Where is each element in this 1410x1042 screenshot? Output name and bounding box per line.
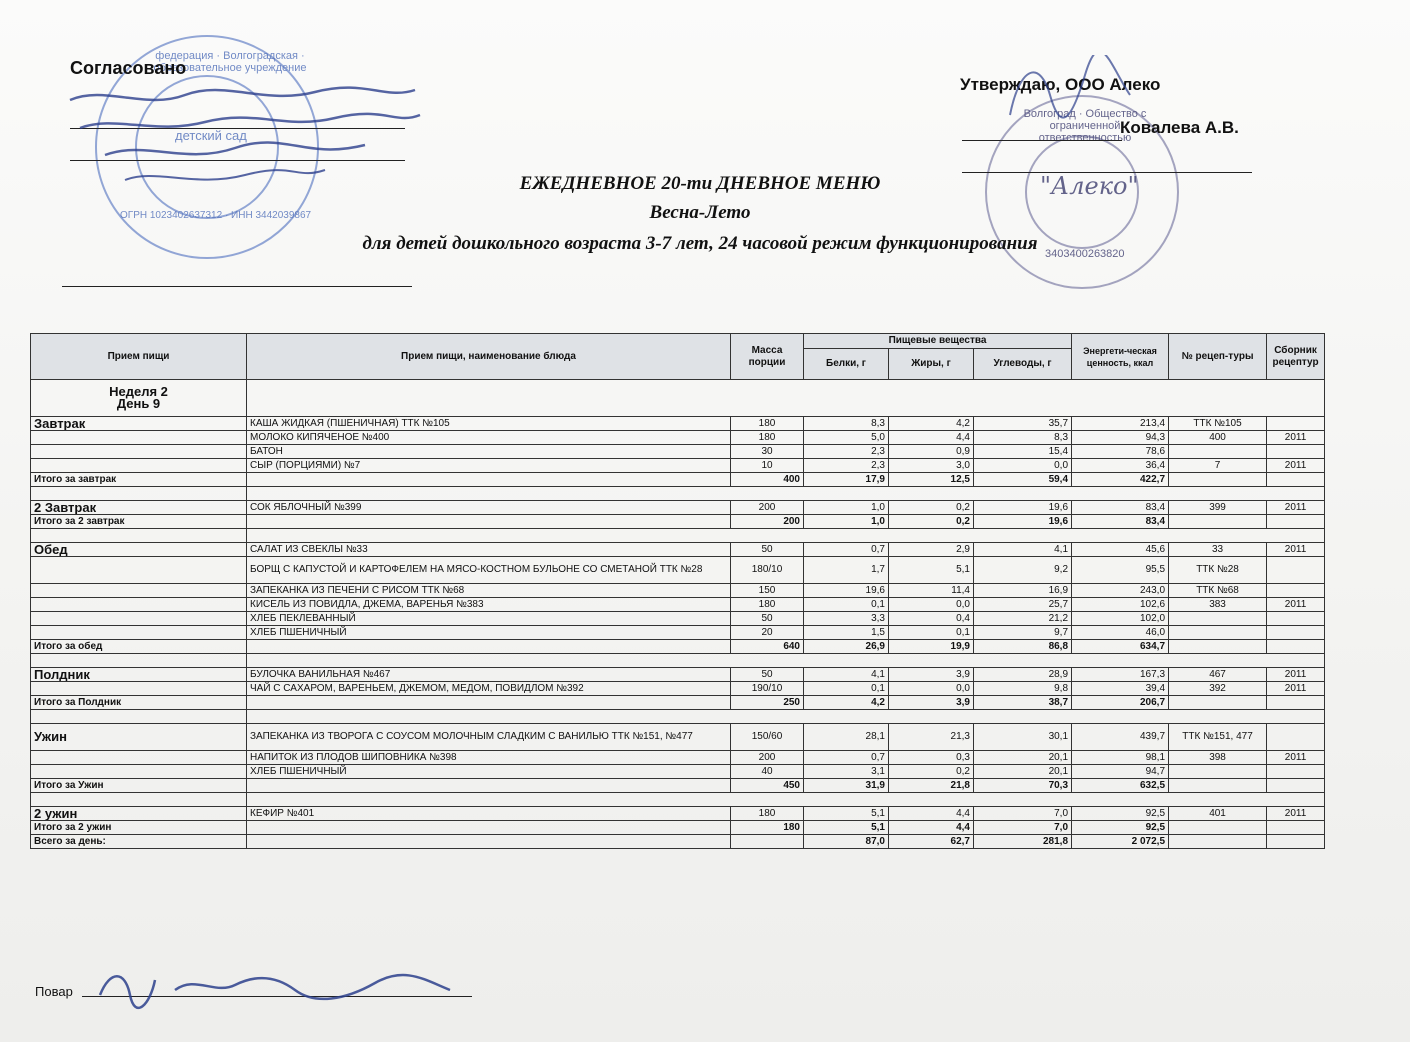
total-carbs: 59,4: [974, 473, 1072, 487]
total-recipe-blank: [1169, 696, 1267, 710]
table-row: [31, 445, 1325, 459]
table-row: [31, 807, 1325, 821]
season-title: Весна-Лето: [649, 202, 751, 223]
dish-name: СЫР (ПОРЦИЯМИ) №7: [247, 459, 731, 473]
header-meal: Прием пищи: [31, 334, 247, 380]
total-carbs: 7,0: [974, 821, 1072, 835]
table-row: [31, 557, 1325, 584]
dish-name: ХЛЕБ ПШЕНИЧНЫЙ: [247, 626, 731, 640]
meal-name: [31, 598, 247, 612]
approver-name: Ковалева А.В.: [1120, 118, 1239, 137]
energy-value: 83,4: [1072, 501, 1169, 515]
total-label: Итого за обед: [31, 640, 247, 654]
dish-name: ХЛЕБ ПЕКЛЕВАННЫЙ: [247, 612, 731, 626]
carbs-value: 7,0: [974, 807, 1072, 821]
total-dish-blank: [247, 473, 731, 487]
dish-name: ЗАПЕКАНКА ИЗ ТВОРОГА С СОУСОМ МОЛОЧНЫМ СЛАДКИМ С ВАНИЛЬЮ ТТК №151, №477: [247, 724, 731, 751]
header-mass: Масса порции: [731, 334, 804, 380]
protein-value: 19,6: [804, 584, 889, 598]
carbs-value: 19,6: [974, 501, 1072, 515]
recipe-number: 401: [1169, 807, 1267, 821]
carbs-value: 20,1: [974, 765, 1072, 779]
spacer-meal-cell: [31, 793, 247, 807]
energy-value: 94,3: [1072, 431, 1169, 445]
spacer-row: [31, 710, 1325, 724]
right-stamp-ring: Волгоград · Общество с ограниченной ответственностью: [1023, 108, 1147, 144]
right-stamp-bottom: 3403400263820: [1045, 248, 1125, 260]
recipe-book: [1267, 612, 1325, 626]
recipe-book: [1267, 445, 1325, 459]
total-energy: 2 072,5: [1072, 835, 1169, 849]
total-recipe-blank: [1169, 515, 1267, 529]
total-mass: 250: [731, 696, 804, 710]
total-protein: 1,0: [804, 515, 889, 529]
header-recipe: № рецеп-туры: [1169, 334, 1267, 380]
portion-mass: 200: [731, 501, 804, 515]
table-row: [31, 417, 1325, 431]
meal-name: [31, 445, 247, 459]
header-energy: Энергети-ческая ценность, ккал: [1072, 334, 1169, 380]
total-carbs: 281,8: [974, 835, 1072, 849]
recipe-number: 467: [1169, 668, 1267, 682]
fat-value: 0,0: [889, 598, 974, 612]
total-mass: 200: [731, 515, 804, 529]
recipe-book: 2011: [1267, 501, 1325, 515]
table-row: [31, 543, 1325, 557]
portion-mass: 30: [731, 445, 804, 459]
total-book-blank: [1267, 515, 1325, 529]
dish-name: ЧАЙ С САХАРОМ, ВАРЕНЬЕМ, ДЖЕМОМ, МЕДОМ, ПОВИДЛОМ №392: [247, 682, 731, 696]
total-energy: 83,4: [1072, 515, 1169, 529]
total-recipe-blank: [1169, 779, 1267, 793]
carbs-value: 21,2: [974, 612, 1072, 626]
energy-value: 102,0: [1072, 612, 1169, 626]
carbs-value: 15,4: [974, 445, 1072, 459]
recipe-book: [1267, 584, 1325, 598]
meal-name: [31, 431, 247, 445]
spacer-cell: [247, 710, 1325, 724]
audience-title: для детей дошкольного возраста 3-7 лет, 24 часовой режим функционирования: [362, 233, 1038, 254]
total-recipe-blank: [1169, 821, 1267, 835]
recipe-number: ТТК №28: [1169, 557, 1267, 584]
right-handwriting-signature: [1000, 55, 1140, 135]
spacer-meal-cell: [31, 710, 247, 724]
total-fat: 3,9: [889, 696, 974, 710]
recipe-book: [1267, 626, 1325, 640]
carbs-value: 16,9: [974, 584, 1072, 598]
left-stamp-center: детский сад: [175, 128, 247, 143]
portion-mass: 50: [731, 668, 804, 682]
meal-name: [31, 584, 247, 598]
total-carbs: 38,7: [974, 696, 1072, 710]
recipe-book: 2011: [1267, 598, 1325, 612]
total-carbs: 19,6: [974, 515, 1072, 529]
carbs-value: 9,8: [974, 682, 1072, 696]
total-carbs: 70,3: [974, 779, 1072, 793]
fat-value: 0,2: [889, 501, 974, 515]
total-dish-blank: [247, 835, 731, 849]
carbs-value: 0,0: [974, 459, 1072, 473]
energy-value: 39,4: [1072, 682, 1169, 696]
total-protein: 17,9: [804, 473, 889, 487]
meal-name: [31, 626, 247, 640]
portion-mass: 180: [731, 598, 804, 612]
total-row: [31, 473, 1325, 487]
total-dish-blank: [247, 515, 731, 529]
total-dish-blank: [247, 821, 731, 835]
recipe-book: 2011: [1267, 543, 1325, 557]
protein-value: 1,7: [804, 557, 889, 584]
energy-value: 46,0: [1072, 626, 1169, 640]
fat-value: 4,2: [889, 417, 974, 431]
carbs-value: 8,3: [974, 431, 1072, 445]
fat-value: 5,1: [889, 557, 974, 584]
total-energy: 634,7: [1072, 640, 1169, 654]
total-row: [31, 696, 1325, 710]
header-dish: Прием пищи, наименование блюда: [247, 334, 731, 380]
portion-mass: 180/10: [731, 557, 804, 584]
total-book-blank: [1267, 696, 1325, 710]
protein-value: 0,7: [804, 543, 889, 557]
dish-name: КЕФИР №401: [247, 807, 731, 821]
recipe-number: 398: [1169, 751, 1267, 765]
meal-name: [31, 751, 247, 765]
protein-value: 2,3: [804, 445, 889, 459]
recipe-book: 2011: [1267, 431, 1325, 445]
fat-value: 3,0: [889, 459, 974, 473]
header-nutrients: Пищевые вещества: [804, 334, 1072, 349]
carbs-value: 9,2: [974, 557, 1072, 584]
total-row: [31, 515, 1325, 529]
total-label: Всего за день:: [31, 835, 247, 849]
protein-value: 3,1: [804, 765, 889, 779]
fat-value: 0,9: [889, 445, 974, 459]
protein-value: 1,0: [804, 501, 889, 515]
total-protein: 26,9: [804, 640, 889, 654]
approve-label: Утверждаю, ООО Алеко: [960, 75, 1161, 94]
fat-value: 0,4: [889, 612, 974, 626]
recipe-book: 2011: [1267, 668, 1325, 682]
agreed-label: Согласовано: [70, 58, 187, 78]
total-fat: 62,7: [889, 835, 974, 849]
fat-value: 3,9: [889, 668, 974, 682]
total-book-blank: [1267, 779, 1325, 793]
total-book-blank: [1267, 835, 1325, 849]
header-protein: Белки, г: [804, 349, 889, 380]
total-row: [31, 779, 1325, 793]
protein-value: 0,1: [804, 598, 889, 612]
protein-value: 2,3: [804, 459, 889, 473]
dish-name: КИСЕЛЬ ИЗ ПОВИДЛА, ДЖЕМА, ВАРЕНЬЯ №383: [247, 598, 731, 612]
protein-value: 1,5: [804, 626, 889, 640]
recipe-book: 2011: [1267, 682, 1325, 696]
carbs-value: 4,1: [974, 543, 1072, 557]
total-label: Итого за 2 завтрак: [31, 515, 247, 529]
dish-name: КАША ЖИДКАЯ (ПШЕНИЧНАЯ) ТТК №105: [247, 417, 731, 431]
table-row: [31, 459, 1325, 473]
table-row: [31, 612, 1325, 626]
portion-mass: 50: [731, 543, 804, 557]
total-energy: 632,5: [1072, 779, 1169, 793]
total-energy: 206,7: [1072, 696, 1169, 710]
total-mass: 450: [731, 779, 804, 793]
sign-line-3: [62, 286, 412, 287]
recipe-book: 2011: [1267, 807, 1325, 821]
fat-value: 0,1: [889, 626, 974, 640]
recipe-book: [1267, 557, 1325, 584]
dish-name: НАПИТОК ИЗ ПЛОДОВ ШИПОВНИКА №398: [247, 751, 731, 765]
recipe-number: [1169, 765, 1267, 779]
total-fat: 19,9: [889, 640, 974, 654]
dish-name: ХЛЕБ ПШЕНИЧНЫЙ: [247, 765, 731, 779]
total-label: Итого за завтрак: [31, 473, 247, 487]
carbs-value: 20,1: [974, 751, 1072, 765]
portion-mass: 10: [731, 459, 804, 473]
fat-value: 0,2: [889, 765, 974, 779]
total-recipe-blank: [1169, 835, 1267, 849]
energy-value: 78,6: [1072, 445, 1169, 459]
approve-line: [962, 140, 1122, 141]
energy-value: 167,3: [1072, 668, 1169, 682]
portion-mass: 180: [731, 417, 804, 431]
spacer-meal-cell: [31, 654, 247, 668]
meal-name: [31, 765, 247, 779]
protein-value: 0,1: [804, 682, 889, 696]
meal-name: Обед: [31, 543, 247, 557]
recipe-book: [1267, 417, 1325, 431]
energy-value: 439,7: [1072, 724, 1169, 751]
fat-value: 4,4: [889, 807, 974, 821]
spacer-cell: [247, 654, 1325, 668]
week-day-cell: [31, 380, 247, 417]
table-row: [31, 765, 1325, 779]
spacer-row: [31, 487, 1325, 501]
total-protein: 5,1: [804, 821, 889, 835]
total-mass: 400: [731, 473, 804, 487]
dish-name: БУЛОЧКА ВАНИЛЬНАЯ №467: [247, 668, 731, 682]
recipe-number: ТТК №68: [1169, 584, 1267, 598]
recipe-book: [1267, 765, 1325, 779]
recipe-number: 383: [1169, 598, 1267, 612]
carbs-value: 35,7: [974, 417, 1072, 431]
total-energy: 422,7: [1072, 473, 1169, 487]
total-recipe-blank: [1169, 473, 1267, 487]
header-carbs: Углеводы, г: [974, 349, 1072, 380]
protein-value: 5,1: [804, 807, 889, 821]
total-dish-blank: [247, 779, 731, 793]
cook-label: Повар: [35, 984, 73, 999]
portion-mass: 180: [731, 431, 804, 445]
week-label: Неделя 2: [109, 384, 168, 399]
recipe-book: 2011: [1267, 459, 1325, 473]
spacer-row: [31, 654, 1325, 668]
meal-name: [31, 557, 247, 584]
energy-value: 95,5: [1072, 557, 1169, 584]
recipe-number: [1169, 626, 1267, 640]
spacer-row: [31, 793, 1325, 807]
fat-value: 4,4: [889, 431, 974, 445]
meal-name: [31, 459, 247, 473]
dish-name: САЛАТ ИЗ СВЕКЛЫ №33: [247, 543, 731, 557]
total-protein: 31,9: [804, 779, 889, 793]
total-row: [31, 640, 1325, 654]
recipe-number: 7: [1169, 459, 1267, 473]
day-label: День 9: [116, 396, 161, 411]
fat-value: 11,4: [889, 584, 974, 598]
fat-value: 21,3: [889, 724, 974, 751]
total-label: Итого за 2 ужин: [31, 821, 247, 835]
portion-mass: 20: [731, 626, 804, 640]
week-row-blank: [247, 380, 1325, 417]
meal-name: [31, 682, 247, 696]
protein-value: 3,3: [804, 612, 889, 626]
spacer-row: [31, 529, 1325, 543]
menu-table-body: [31, 380, 1325, 849]
total-mass: 180: [731, 821, 804, 835]
dish-name: БАТОН: [247, 445, 731, 459]
fat-value: 2,9: [889, 543, 974, 557]
total-mass: 640: [731, 640, 804, 654]
dish-name: СОК ЯБЛОЧНЫЙ №399: [247, 501, 731, 515]
protein-value: 0,7: [804, 751, 889, 765]
energy-value: 98,1: [1072, 751, 1169, 765]
total-row: [31, 821, 1325, 835]
portion-mass: 50: [731, 612, 804, 626]
total-fat: 0,2: [889, 515, 974, 529]
spacer-cell: [247, 793, 1325, 807]
table-row: [31, 668, 1325, 682]
recipe-number: [1169, 612, 1267, 626]
energy-value: 45,6: [1072, 543, 1169, 557]
table-row: [31, 751, 1325, 765]
menu-table: [30, 333, 1325, 849]
total-book-blank: [1267, 821, 1325, 835]
table-row: [31, 598, 1325, 612]
energy-value: 36,4: [1072, 459, 1169, 473]
total-row: [31, 835, 1325, 849]
menu-title: ЕЖЕДНЕВНОЕ 20-ти ДНЕВНОЕ МЕНЮ: [519, 173, 881, 194]
dish-name: МОЛОКО КИПЯЧЕНОЕ №400: [247, 431, 731, 445]
left-stamp-ring: федерация · Волгоградская · образовательное учреждение: [153, 50, 307, 74]
total-energy: 92,5: [1072, 821, 1169, 835]
total-mass: [731, 835, 804, 849]
fat-value: 0,3: [889, 751, 974, 765]
portion-mass: 150: [731, 584, 804, 598]
portion-mass: 150/60: [731, 724, 804, 751]
table-row: [31, 431, 1325, 445]
total-label: Итого за Полдник: [31, 696, 247, 710]
right-stamp-center: "Алеко": [1040, 172, 1139, 200]
recipe-number: 400: [1169, 431, 1267, 445]
portion-mass: 190/10: [731, 682, 804, 696]
total-recipe-blank: [1169, 640, 1267, 654]
recipe-book: [1267, 724, 1325, 751]
table-row: [31, 724, 1325, 751]
recipe-number: 392: [1169, 682, 1267, 696]
recipe-book: 2011: [1267, 751, 1325, 765]
left-stamp-bottom: ОГРН 1023402637312 · ИНН 3442039867: [120, 210, 312, 221]
meal-name: 2 Завтрак: [31, 501, 247, 515]
spacer-cell: [247, 529, 1325, 543]
table-row: [31, 584, 1325, 598]
table-row: [31, 501, 1325, 515]
total-carbs: 86,8: [974, 640, 1072, 654]
total-fat: 12,5: [889, 473, 974, 487]
total-book-blank: [1267, 640, 1325, 654]
dish-name: БОРЩ С КАПУСТОЙ И КАРТОФЕЛЕМ НА МЯСО-КОСТНОМ БУЛЬОНЕ СО СМЕТАНОЙ ТТК №28: [247, 557, 731, 584]
protein-value: 28,1: [804, 724, 889, 751]
spacer-meal-cell: [31, 487, 247, 501]
total-dish-blank: [247, 640, 731, 654]
dish-name: ЗАПЕКАНКА ИЗ ПЕЧЕНИ С РИСОМ ТТК №68: [247, 584, 731, 598]
energy-value: 92,5: [1072, 807, 1169, 821]
spacer-cell: [247, 487, 1325, 501]
meal-name: Ужин: [31, 724, 247, 751]
recipe-number: 33: [1169, 543, 1267, 557]
portion-mass: 200: [731, 751, 804, 765]
energy-value: 213,4: [1072, 417, 1169, 431]
meal-name: 2 ужин: [31, 807, 247, 821]
total-protein: 87,0: [804, 835, 889, 849]
energy-value: 243,0: [1072, 584, 1169, 598]
portion-mass: 40: [731, 765, 804, 779]
protein-value: 5,0: [804, 431, 889, 445]
portion-mass: 180: [731, 807, 804, 821]
total-fat: 21,8: [889, 779, 974, 793]
meal-name: [31, 612, 247, 626]
total-label: Итого за Ужин: [31, 779, 247, 793]
carbs-value: 25,7: [974, 598, 1072, 612]
recipe-number: ТТК №151, 477: [1169, 724, 1267, 751]
fat-value: 0,0: [889, 682, 974, 696]
header-book: Сборник рецептур: [1267, 334, 1325, 380]
total-protein: 4,2: [804, 696, 889, 710]
table-row: [31, 626, 1325, 640]
carbs-value: 9,7: [974, 626, 1072, 640]
total-book-blank: [1267, 473, 1325, 487]
table-row: [31, 682, 1325, 696]
recipe-number: [1169, 445, 1267, 459]
header-fat: Жиры, г: [889, 349, 974, 380]
meal-name: Завтрак: [31, 417, 247, 431]
recipe-number: ТТК №105: [1169, 417, 1267, 431]
meal-name: Полдник: [31, 668, 247, 682]
energy-value: 94,7: [1072, 765, 1169, 779]
total-fat: 4,4: [889, 821, 974, 835]
total-dish-blank: [247, 696, 731, 710]
carbs-value: 28,9: [974, 668, 1072, 682]
spacer-meal-cell: [31, 529, 247, 543]
energy-value: 102,6: [1072, 598, 1169, 612]
cook-signature: [95, 965, 455, 1010]
recipe-number: 399: [1169, 501, 1267, 515]
protein-value: 8,3: [804, 417, 889, 431]
carbs-value: 30,1: [974, 724, 1072, 751]
protein-value: 4,1: [804, 668, 889, 682]
